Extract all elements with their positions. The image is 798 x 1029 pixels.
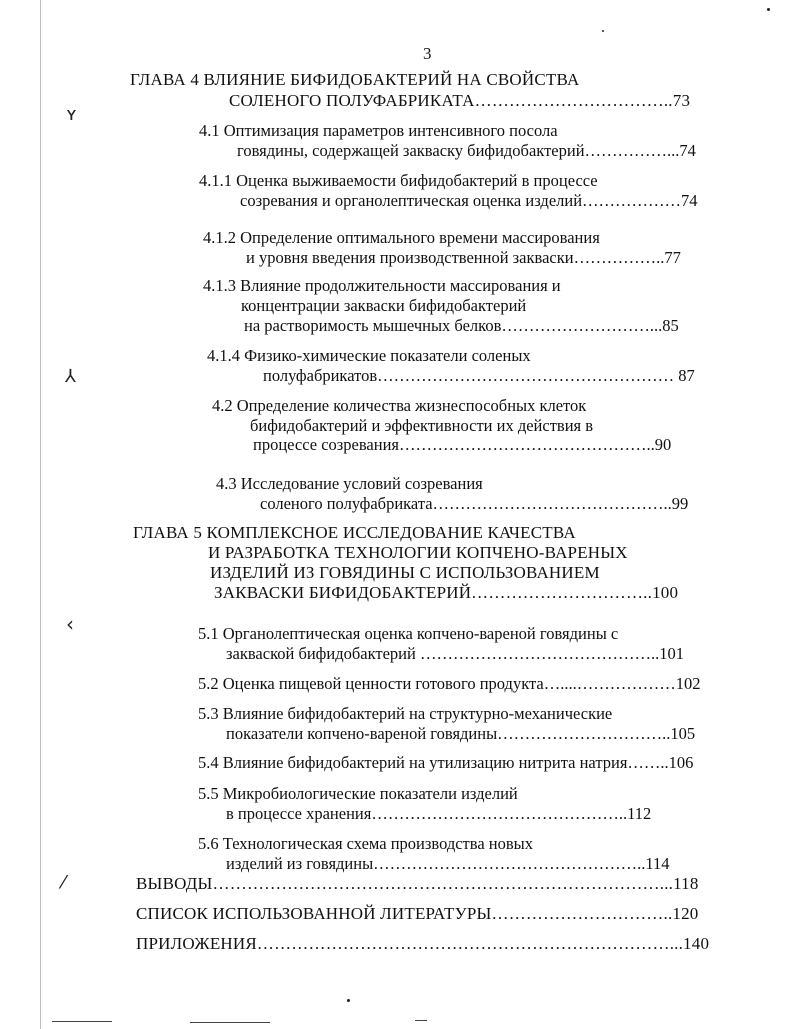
toc-section-5-5: 5.5 Микробиологические показатели изделий [198,784,518,803]
toc-section-4-2: 4.2 Определение количества жизнеспособных клеток [212,396,587,415]
scan-speck [767,8,770,11]
scan-speck [347,999,350,1002]
toc-section-4-3: 4.3 Исследование условий созревания [216,474,483,493]
toc-section-4-1-4-cont: полуфабрикатов……………………………………………… 87 [263,366,695,385]
toc-section-5-3-cont: показатели копчено-вареной говядины…………………………..105 [226,724,696,743]
toc-section-5-5-cont: в процессе хранения………………………………………..112 [226,804,652,823]
toc-section-4-1-3-cont2: на растворимость мышечных белков………………………...85 [244,316,679,335]
toc-conclusions: ВЫВОДЫ……………………………………………………………………...118 [136,874,699,893]
toc-references: СПИСОК ИСПОЛЬЗОВАННОЙ ЛИТЕРАТУРЫ…………………………..120 [136,904,699,923]
toc-section-5-3: 5.3 Влияние бифидобактерий на структурно-механические [198,704,613,723]
toc-section-4-1-1: 4.1.1 Оценка выживаемости бифидобактерий в процессе [199,171,598,190]
page-number: 3 [423,44,432,63]
toc-section-5-6: 5.6 Технологическая схема производства новых [198,834,533,853]
margin-tick-mark: ʏ [66,104,77,125]
toc-section-4-2-cont2: процессе созревания………………………………………..90 [253,435,672,454]
toc-chapter-5-title-cont2: ИЗДЕЛИЙ ИЗ ГОВЯДИНЫ С ИСПОЛЬЗОВАНИЕМ [210,563,600,582]
scan-edge-line [40,0,41,1029]
toc-section-4-2-cont: бифидобактерий и эффективности их действия в [250,416,594,435]
toc-chapter-4-title: ГЛАВА 4 ВЛИЯНИЕ БИФИДОБАКТЕРИЙ НА СВОЙСТВА [130,70,580,89]
toc-section-4-1-4: 4.1.4 Физико-химические показатели соленых [207,346,531,365]
toc-section-4-1-2: 4.1.2 Определение оптимального времени массирования [203,228,600,247]
toc-section-5-6-cont: изделий из говядины…………………………………………..114 [226,854,670,873]
toc-section-4-1-3: 4.1.3 Влияние продолжительности массирования и [203,276,561,295]
toc-chapter-5-title: ГЛАВА 5 КОМПЛЕКСНОЕ ИССЛЕДОВАНИЕ КАЧЕСТВА [133,523,576,542]
toc-section-4-3-cont: соленого полуфабриката……………………………………..99 [260,494,689,513]
margin-tick-mark: ⅄ [65,366,76,387]
toc-section-4-1-cont: говядины, содержащей закваску бифидобактерий……………...74 [237,141,696,160]
scan-edge-dash [52,1021,112,1022]
toc-section-4-1-2-cont: и уровня введения производственной закваски……………..77 [246,248,681,267]
margin-tick-mark: ‹ [66,612,74,636]
toc-section-5-2: 5.2 Оценка пищевой ценности готового продукта…....………………102 [198,674,701,693]
toc-section-5-4: 5.4 Влияние бифидобактерий на утилизацию нитрита натрия……..106 [198,753,694,772]
margin-tick-mark: ⁄ [62,872,66,893]
toc-section-5-1: 5.1 Органолептическая оценка копчено-вареной говядины с [198,624,619,643]
scan-edge-dash [190,1022,270,1023]
toc-section-4-1-1-cont: созревания и органолептическая оценка изделий………………74 [240,191,698,210]
scan-speck [602,30,604,32]
toc-chapter-4-title-cont: СОЛЕНОГО ПОЛУФАБРИКАТА……………………………..73 [229,91,691,110]
toc-section-5-1-cont: закваской бифидобактерий ……………………………………..101 [226,644,684,663]
toc-section-4-1: 4.1 Оптимизация параметров интенсивного посола [199,121,558,140]
toc-section-4-1-3-cont: концентрации закваски бифидобактерий [241,296,527,315]
scan-edge-dash [415,1020,427,1021]
toc-appendices: ПРИЛОЖЕНИЯ………………………………………………………………...140 [136,934,710,953]
toc-chapter-5-title-cont: И РАЗРАБОТКА ТЕХНОЛОГИИ КОПЧЕНО-ВАРЕНЫХ [208,543,628,562]
toc-chapter-5-title-cont3: ЗАКВАСКИ БИФИДОБАКТЕРИЙ…………………………..100 [214,583,679,602]
